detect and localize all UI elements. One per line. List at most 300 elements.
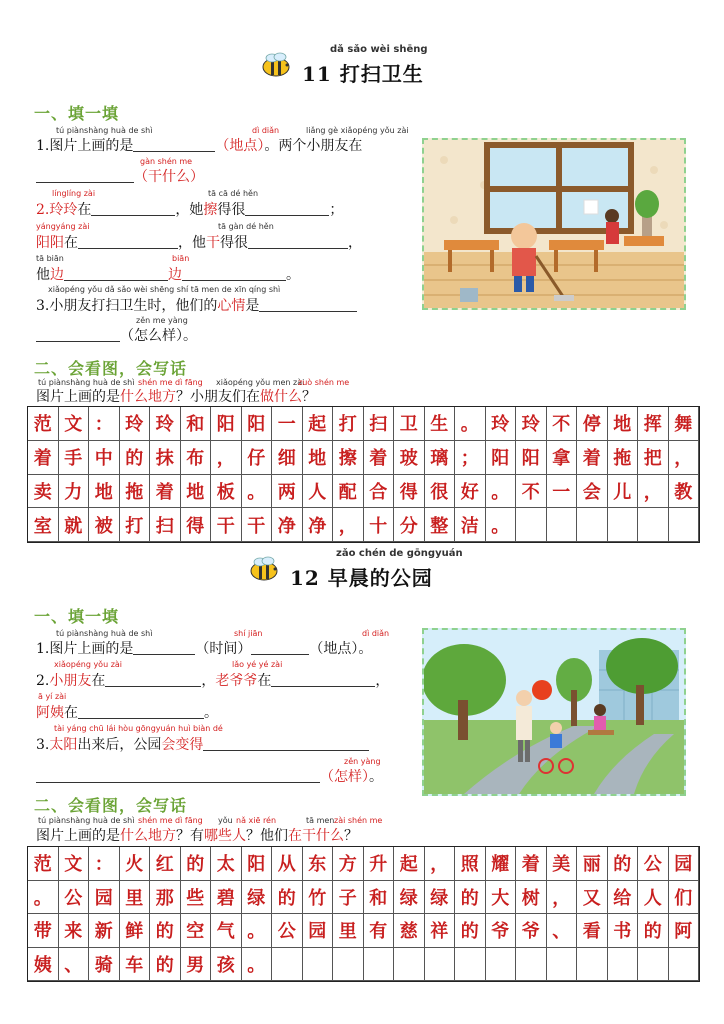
essay-cell[interactable]: 阳	[486, 441, 517, 475]
essay-cell[interactable]: 新	[89, 914, 120, 948]
essay-cell[interactable]: 把	[638, 441, 669, 475]
text: （地点）	[309, 641, 359, 657]
text: 做什么	[260, 389, 302, 405]
essay-cell[interactable]: 东	[303, 847, 334, 881]
essay-cell[interactable]: 园	[89, 881, 120, 915]
l12-q2-line1	[36, 670, 389, 690]
text: 太阳	[49, 737, 78, 753]
text: （时间）	[195, 641, 252, 657]
essay-cell[interactable]: 红	[150, 847, 181, 881]
answer-blank[interactable]	[251, 640, 309, 655]
essay-cell[interactable]: 慈	[394, 914, 425, 948]
lesson12-title: 12 早晨的公园	[290, 566, 433, 590]
text: 。	[358, 641, 373, 657]
essay-cell[interactable]: 阳	[242, 847, 273, 881]
essay-cell[interactable]	[455, 948, 486, 982]
essay-cell[interactable]: 男	[181, 948, 212, 982]
l12-q4-line	[36, 825, 358, 845]
essay-cell[interactable]: 、	[547, 914, 578, 948]
essay-cell[interactable]: 不	[516, 475, 547, 509]
essay-cell[interactable]: 爷	[486, 914, 517, 948]
essay-cell[interactable]	[272, 948, 303, 982]
essay-cell[interactable]: 书	[608, 914, 639, 948]
essay-cell[interactable]: 和	[364, 881, 395, 915]
essay-cell[interactable]: 公	[59, 881, 90, 915]
answer-blank[interactable]	[78, 704, 204, 719]
text: （怎样）	[320, 769, 369, 785]
essay-cell[interactable]: 布	[181, 441, 212, 475]
pinyin: tā men	[306, 816, 335, 825]
essay-cell[interactable]: 绿	[394, 881, 425, 915]
essay-cell[interactable]	[547, 948, 578, 982]
essay-cell[interactable]: 文	[59, 847, 90, 881]
text: 干	[206, 235, 220, 251]
answer-blank[interactable]	[182, 266, 286, 281]
pinyin: xiǎopéng yǒu dǎ sǎo wèi shēng shí tā men de xīn qíng shì	[48, 285, 281, 294]
text: 得很	[217, 202, 246, 218]
text: 3.	[36, 737, 50, 753]
text: ，	[375, 673, 390, 689]
text: ；	[329, 202, 344, 218]
essay-cell[interactable]: 、	[59, 948, 90, 982]
essay-cell[interactable]: 。	[486, 475, 517, 509]
essay-cell[interactable]: 分	[394, 508, 425, 542]
essay-cell[interactable]: 净	[272, 508, 303, 542]
essay-cell[interactable]: 文	[59, 407, 90, 441]
essay-cell[interactable]: 姨	[28, 948, 59, 982]
morning-park-picture	[422, 628, 686, 796]
pinyin: xiǎopéng yǒu men zài	[216, 378, 305, 387]
essay-cell[interactable]: 园	[669, 847, 700, 881]
essay-cell[interactable]: 板	[211, 475, 242, 509]
essay-cell[interactable]: 来	[59, 914, 90, 948]
classroom-cleaning-picture	[422, 138, 686, 310]
essay-cell[interactable]: 。	[455, 407, 486, 441]
essay-cell[interactable]: 舞	[669, 407, 700, 441]
essay-cell[interactable]: 地	[89, 475, 120, 509]
essay-cell[interactable]: 人	[638, 881, 669, 915]
text: 图片上画的是	[36, 828, 120, 844]
classroom-illustration	[424, 140, 684, 308]
essay-cell[interactable]: 阳	[516, 441, 547, 475]
l12-q3-line1	[36, 734, 369, 754]
pinyin: tā cā dé hěn	[208, 189, 259, 198]
answer-blank[interactable]	[36, 168, 134, 183]
essay-cell[interactable]: ，	[333, 508, 364, 542]
text: ，	[201, 673, 216, 689]
text: 。	[204, 705, 218, 721]
essay-cell[interactable]	[425, 948, 456, 982]
text: 在	[77, 202, 92, 218]
essay-cell[interactable]: 阳	[242, 407, 273, 441]
pinyin: tú piànshàng huà de shì	[56, 126, 153, 135]
answer-blank[interactable]	[36, 768, 320, 783]
answer-blank[interactable]	[105, 672, 201, 687]
essay-cell[interactable]: 碧	[211, 881, 242, 915]
lesson12-title-pinyin: zǎo chén de gōngyuán	[336, 548, 463, 559]
essay-cell[interactable]: 起	[303, 407, 334, 441]
essay-cell[interactable]: 里	[333, 914, 364, 948]
essay-cell[interactable]: 起	[394, 847, 425, 881]
text: ？	[344, 828, 358, 844]
essay-cell[interactable]: 卖	[28, 475, 59, 509]
essay-cell[interactable]	[608, 948, 639, 982]
text: ？	[302, 389, 316, 405]
essay-cell[interactable]: 的	[120, 441, 151, 475]
answer-blank[interactable]	[248, 234, 348, 249]
text: 2.玲玲	[36, 202, 78, 218]
text: （怎么样）。	[120, 328, 197, 344]
essay-cell[interactable]: 丽	[577, 847, 608, 881]
essay-cell[interactable]: 璃	[425, 441, 456, 475]
essay-cell[interactable]: 空	[181, 914, 212, 948]
essay-cell[interactable]: 爷	[516, 914, 547, 948]
essay-cell[interactable]: 祥	[425, 914, 456, 948]
text: 3.小朋友打扫卫生时，他们的	[36, 298, 218, 314]
essay-cell[interactable]: 好	[455, 475, 486, 509]
essay-cell[interactable]: ：	[89, 847, 120, 881]
essay-cell[interactable]: 就	[59, 508, 90, 542]
lesson11-section1-heading: 一、填一填	[34, 104, 120, 123]
l11-q1-line2	[36, 166, 204, 186]
essay-cell[interactable]: 着	[364, 441, 395, 475]
essay-cell[interactable]: 骑	[89, 948, 120, 982]
essay-cell[interactable]: ：	[89, 407, 120, 441]
essay-cell[interactable]: 的	[150, 914, 181, 948]
l11-q1-text-c: 。两个小朋友在	[264, 138, 363, 154]
essay-cell[interactable]: 们	[669, 881, 700, 915]
pinyin: yángyáng zài	[36, 222, 90, 231]
text: 什么地方	[120, 828, 176, 844]
essay-cell[interactable]: 大	[486, 881, 517, 915]
text: 什么地方	[120, 389, 176, 405]
pinyin: tā gàn dé hěn	[218, 222, 274, 231]
essay-cell[interactable]: 的	[455, 881, 486, 915]
pinyin: zěn yàng	[344, 757, 381, 766]
essay-cell[interactable]: 看	[577, 914, 608, 948]
essay-cell[interactable]	[638, 948, 669, 982]
essay-cell[interactable]	[547, 508, 578, 542]
essay-cell[interactable]	[333, 948, 364, 982]
essay-cell[interactable]: 的	[150, 948, 181, 982]
essay-cell[interactable]	[577, 508, 608, 542]
pinyin: tā biān	[36, 254, 64, 263]
essay-cell[interactable]: 照	[455, 847, 486, 881]
essay-cell[interactable]: 从	[272, 847, 303, 881]
essay-cell[interactable]	[394, 948, 425, 982]
essay-cell[interactable]: 孩	[211, 948, 242, 982]
essay-cell[interactable]	[486, 948, 517, 982]
essay-cell[interactable]: 公	[272, 914, 303, 948]
text: 阿姨	[36, 705, 64, 721]
essay-cell[interactable]: 拖	[608, 441, 639, 475]
essay-cell[interactable]: 玻	[394, 441, 425, 475]
essay-cell[interactable]: 绿	[242, 881, 273, 915]
l11-q3-line1	[36, 295, 357, 315]
essay-cell[interactable]: 手	[59, 441, 90, 475]
pinyin: shí jiān	[234, 629, 263, 638]
pinyin: lǎo yé yé zài	[232, 660, 283, 669]
essay-cell[interactable]: 不	[547, 407, 578, 441]
text: ？他们	[246, 828, 288, 844]
essay-cell[interactable]: 子	[333, 881, 364, 915]
essay-cell[interactable]: ，	[211, 441, 242, 475]
essay-cell[interactable]: 一	[272, 407, 303, 441]
pinyin: tú piànshàng huà de shì	[38, 378, 135, 387]
essay-cell[interactable]	[516, 948, 547, 982]
text: 老爷爷	[215, 673, 258, 689]
essay-cell[interactable]: 力	[59, 475, 90, 509]
essay-cell[interactable]: 室	[28, 508, 59, 542]
essay-cell[interactable]: 一	[547, 475, 578, 509]
essay-cell[interactable]: 细	[272, 441, 303, 475]
essay-cell[interactable]: 耀	[486, 847, 517, 881]
pinyin: tú piànshàng huà de shì	[38, 816, 135, 825]
text: ，他	[178, 235, 206, 251]
essay-cell[interactable]: 打	[120, 508, 151, 542]
essay-cell[interactable]: 和	[181, 407, 212, 441]
text: 在	[64, 705, 78, 721]
lesson11-section2-heading: 二、会看图，会写话	[34, 359, 188, 378]
essay-cell[interactable]: 玲	[120, 407, 151, 441]
essay-cell[interactable]: 地	[181, 475, 212, 509]
essay-cell[interactable]: 。	[242, 914, 273, 948]
essay-cell[interactable]: 升	[364, 847, 395, 881]
text: 边	[168, 267, 182, 283]
text: ，她	[175, 202, 204, 218]
essay-cell[interactable]: 着	[577, 441, 608, 475]
text: ？小朋友们在	[176, 389, 260, 405]
text: ，	[348, 235, 362, 251]
essay-cell[interactable]: 的	[638, 914, 669, 948]
text: 会变得	[161, 737, 204, 753]
essay-cell[interactable]	[669, 948, 700, 982]
essay-cell[interactable]: 阿	[669, 914, 700, 948]
essay-cell[interactable]: 打	[333, 407, 364, 441]
answer-blank[interactable]	[259, 297, 357, 312]
answer-blank[interactable]	[78, 234, 178, 249]
essay-cell[interactable]: 擦	[333, 441, 364, 475]
pinyin: shén me dì fāng	[138, 816, 203, 825]
pinyin: línglíng zài	[52, 189, 96, 198]
text: 心情	[217, 298, 246, 314]
text: 。	[369, 769, 383, 785]
essay-cell[interactable]	[669, 508, 700, 542]
essay-cell[interactable]: 有	[364, 914, 395, 948]
l12-q3-line2	[36, 766, 383, 786]
essay-cell[interactable]: 着	[150, 475, 181, 509]
lesson11-essay-grid	[27, 406, 700, 543]
essay-cell[interactable]	[638, 508, 669, 542]
pinyin: tài yáng chū lái hòu gōngyuán huì biàn dé	[54, 724, 223, 733]
pinyin: dì diǎn	[252, 126, 280, 135]
essay-cell[interactable]: 十	[364, 508, 395, 542]
text: 边	[50, 267, 64, 283]
essay-cell[interactable]: 地	[608, 407, 639, 441]
l11-q1-line	[36, 135, 362, 155]
text: 得很	[220, 235, 248, 251]
essay-cell[interactable]: 得	[181, 508, 212, 542]
essay-cell[interactable]: 扫	[150, 508, 181, 542]
text: 小朋友	[49, 673, 92, 689]
essay-cell[interactable]: 竹	[303, 881, 334, 915]
essay-cell[interactable]: 气	[211, 914, 242, 948]
essay-cell[interactable]: 玲	[150, 407, 181, 441]
essay-cell[interactable]: 拖	[120, 475, 151, 509]
text: 2.	[36, 673, 50, 689]
essay-cell[interactable]: 火	[120, 847, 151, 881]
essay-cell[interactable]: 很	[425, 475, 456, 509]
essay-cell[interactable]: 净	[303, 508, 334, 542]
essay-cell[interactable]: 。	[28, 881, 59, 915]
essay-cell[interactable]	[303, 948, 334, 982]
answer-blank[interactable]	[271, 672, 375, 687]
l11-q1-text-b: （地点）	[215, 138, 265, 154]
answer-blank[interactable]	[64, 266, 168, 281]
essay-cell[interactable]: 给	[608, 881, 639, 915]
essay-cell[interactable]: 绿	[425, 881, 456, 915]
essay-cell[interactable]	[516, 508, 547, 542]
essay-cell[interactable]: ，	[547, 881, 578, 915]
text: 在干什么	[288, 828, 344, 844]
essay-cell[interactable]: ；	[455, 441, 486, 475]
pinyin: biān	[172, 254, 190, 263]
essay-cell[interactable]: 得	[394, 475, 425, 509]
essay-cell[interactable]: 范	[28, 407, 59, 441]
pinyin: zuò shén me	[298, 378, 350, 387]
essay-cell[interactable]: 地	[303, 441, 334, 475]
essay-cell[interactable]: 抹	[150, 441, 181, 475]
essay-cell[interactable]: 卫	[394, 407, 425, 441]
l11-q2-line2	[36, 232, 362, 252]
essay-cell[interactable]	[608, 508, 639, 542]
essay-cell[interactable]	[364, 948, 395, 982]
essay-cell[interactable]: 停	[577, 407, 608, 441]
l11-q3-line2	[36, 325, 197, 345]
essay-cell[interactable]: 两	[272, 475, 303, 509]
text: 在	[64, 235, 78, 251]
text: 哪些人	[204, 828, 246, 844]
answer-blank[interactable]	[203, 736, 369, 751]
lesson12-section2-heading: 二、会看图，会写话	[34, 796, 188, 815]
text: 在	[91, 673, 106, 689]
text: 擦	[203, 202, 218, 218]
essay-cell[interactable]: 鲜	[120, 914, 151, 948]
essay-cell[interactable]: 会	[577, 475, 608, 509]
essay-cell[interactable]: 着	[516, 847, 547, 881]
text: 阳阳	[36, 235, 64, 251]
essay-cell[interactable]: 的	[455, 914, 486, 948]
essay-cell[interactable]: 仔	[242, 441, 273, 475]
essay-cell[interactable]: 。	[242, 948, 273, 982]
essay-cell[interactable]: 教	[669, 475, 700, 509]
text: 出来后，公园	[77, 737, 162, 753]
essay-cell[interactable]: ，	[638, 475, 669, 509]
pinyin: zài shén me	[334, 816, 383, 825]
essay-cell[interactable]: 挥	[638, 407, 669, 441]
pinyin: gàn shén me	[140, 157, 193, 166]
pinyin: liǎng gè xiǎopéng yǒu zài	[306, 126, 409, 135]
essay-cell[interactable]: 合	[364, 475, 395, 509]
essay-cell[interactable]: 着	[28, 441, 59, 475]
essay-cell[interactable]: 的	[181, 847, 212, 881]
bee-icon	[258, 52, 292, 78]
answer-blank[interactable]	[133, 640, 195, 655]
essay-cell[interactable]: 洁	[455, 508, 486, 542]
essay-cell[interactable]: 带	[28, 914, 59, 948]
essay-cell[interactable]: 玲	[516, 407, 547, 441]
answer-blank[interactable]	[91, 201, 175, 216]
essay-cell[interactable]: 又	[577, 881, 608, 915]
essay-cell[interactable]: ，	[669, 441, 700, 475]
essay-cell[interactable]: 人	[303, 475, 334, 509]
answer-blank[interactable]	[245, 201, 329, 216]
essay-cell[interactable]: 儿	[608, 475, 639, 509]
essay-cell[interactable]: 美	[547, 847, 578, 881]
l11-q2-line1	[36, 199, 343, 219]
essay-cell[interactable]: 。	[242, 475, 273, 509]
essay-cell[interactable]	[577, 948, 608, 982]
text: 1.图片上画的是	[36, 641, 134, 657]
essay-cell[interactable]: 干	[242, 508, 273, 542]
bee-icon	[246, 556, 280, 582]
pinyin: xiǎopéng yǒu zài	[54, 660, 123, 669]
essay-cell[interactable]: 的	[608, 847, 639, 881]
answer-blank[interactable]	[133, 137, 215, 152]
essay-cell[interactable]: 太	[211, 847, 242, 881]
l12-q2-line2	[36, 702, 218, 722]
pinyin: shén me dì fāng	[138, 378, 203, 387]
essay-cell[interactable]: 园	[303, 914, 334, 948]
park-illustration	[424, 630, 684, 794]
essay-cell[interactable]: 玲	[486, 407, 517, 441]
pinyin: zěn me yàng	[136, 316, 188, 325]
l11-q1-text-d: （干什么）	[134, 169, 204, 185]
essay-cell[interactable]: 被	[89, 508, 120, 542]
answer-blank[interactable]	[36, 327, 120, 342]
pinyin: tú piànshàng huà de shì	[56, 629, 153, 638]
pinyin: yǒu	[218, 816, 233, 825]
essay-cell[interactable]: 车	[120, 948, 151, 982]
text: 在	[257, 673, 272, 689]
essay-cell[interactable]: 中	[89, 441, 120, 475]
essay-cell[interactable]: 拿	[547, 441, 578, 475]
text: 图片上画的是	[36, 389, 120, 405]
essay-cell[interactable]: 整	[425, 508, 456, 542]
essay-cell[interactable]: 扫	[364, 407, 395, 441]
text: 是	[245, 298, 260, 314]
essay-cell[interactable]: 公	[638, 847, 669, 881]
l11-q1-text-a: 1.图片上画的是	[36, 138, 134, 154]
l11-q2-line3	[36, 264, 300, 284]
essay-cell[interactable]: 生	[425, 407, 456, 441]
essay-cell[interactable]: 树	[516, 881, 547, 915]
text: 他	[36, 267, 50, 283]
essay-cell[interactable]: 。	[486, 508, 517, 542]
lesson12-essay-grid	[27, 846, 700, 982]
essay-cell[interactable]: 阳	[211, 407, 242, 441]
essay-cell[interactable]: 范	[28, 847, 59, 881]
essay-cell[interactable]: 些	[181, 881, 212, 915]
essay-cell[interactable]: ，	[425, 847, 456, 881]
essay-cell[interactable]: 的	[272, 881, 303, 915]
l11-q4-line	[36, 386, 316, 406]
essay-cell[interactable]: 里	[120, 881, 151, 915]
essay-cell[interactable]: 干	[211, 508, 242, 542]
essay-cell[interactable]: 配	[333, 475, 364, 509]
essay-cell[interactable]: 方	[333, 847, 364, 881]
essay-cell[interactable]: 那	[150, 881, 181, 915]
